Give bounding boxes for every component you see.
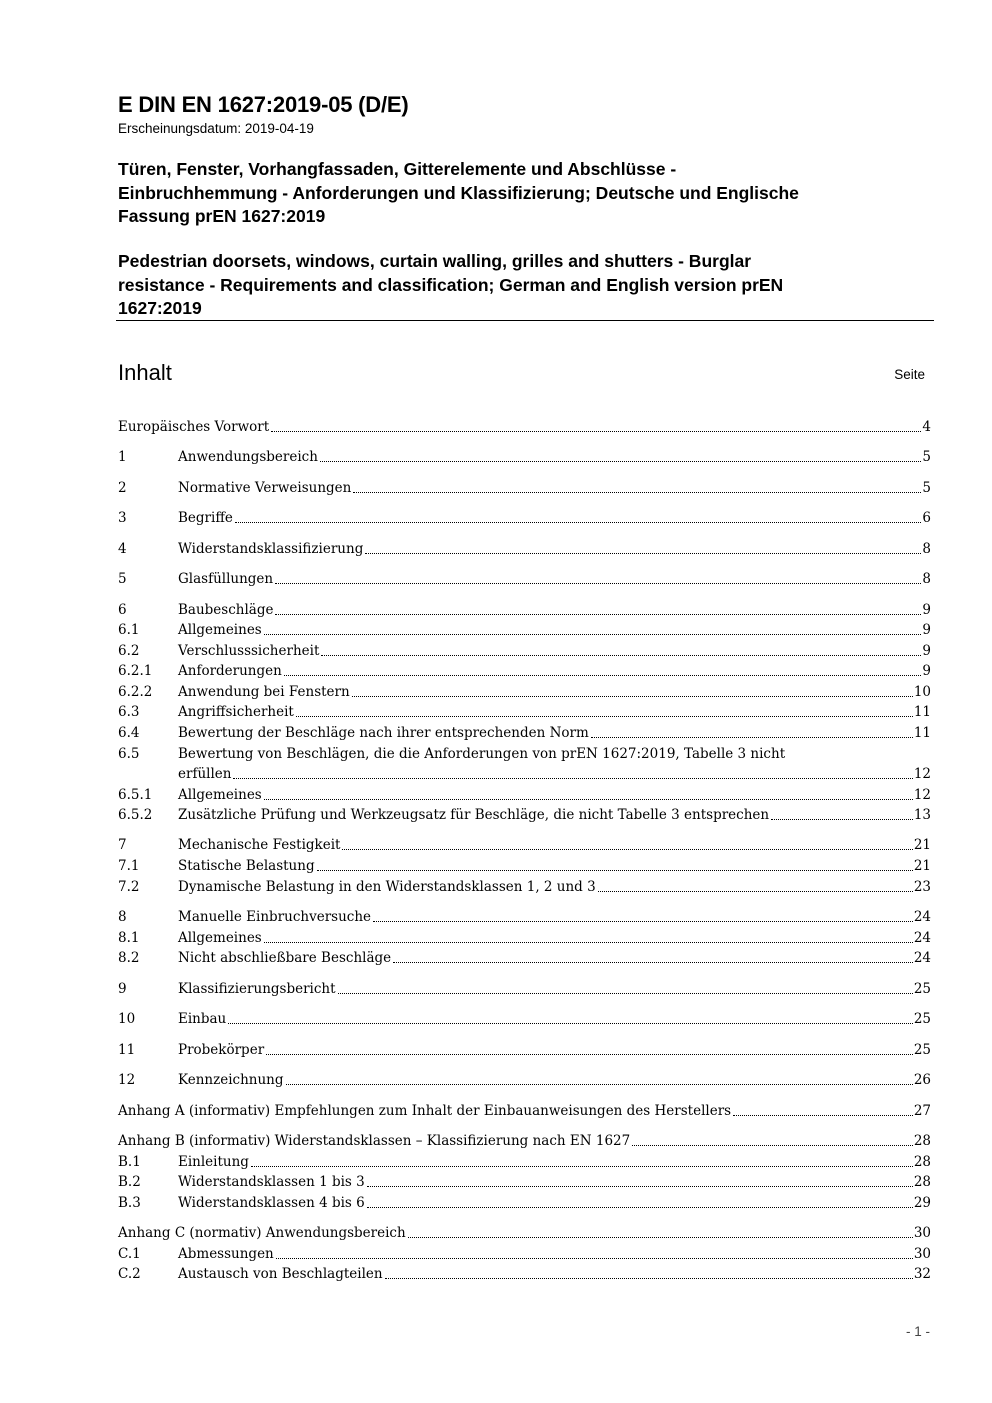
toc-entry[interactable] bbox=[118, 876, 931, 898]
toc-entry-page: 11 bbox=[913, 725, 931, 741]
toc-entry-label: Anwendung bei Fenstern bbox=[178, 684, 350, 700]
toc-entry-leader bbox=[178, 784, 931, 806]
toc-entry[interactable] bbox=[118, 1222, 931, 1244]
toc-entry[interactable] bbox=[118, 1039, 931, 1061]
toc-entry-number: C.1 bbox=[118, 1246, 141, 1262]
toc-dot-leader bbox=[235, 521, 922, 523]
toc-entry[interactable] bbox=[118, 743, 931, 782]
toc-entry-page: 10 bbox=[913, 684, 931, 700]
toc-entry-page: 13 bbox=[913, 807, 931, 823]
toc-entry-page: 24 bbox=[913, 930, 931, 946]
toc-entry-number: B.2 bbox=[118, 1174, 141, 1190]
toc-entry[interactable] bbox=[118, 619, 931, 641]
toc-entry-leader bbox=[178, 640, 931, 662]
toc-entry-label: Widerstandsklassen 4 bis 6 bbox=[178, 1195, 365, 1211]
title-german-line: Fassung prEN 1627:2019 bbox=[118, 206, 326, 226]
toc-entry-label: Probekörper bbox=[178, 1042, 265, 1058]
toc-dot-leader bbox=[353, 491, 921, 493]
toc-entry[interactable] bbox=[118, 978, 931, 1000]
toc-entry-leader bbox=[178, 906, 931, 928]
toc-dot-leader bbox=[284, 674, 922, 676]
toc-entry-label: Einbau bbox=[178, 1011, 227, 1027]
toc-entry-page: 30 bbox=[913, 1246, 931, 1262]
toc-dot-leader bbox=[286, 1083, 913, 1085]
toc-entry-number: 6.1 bbox=[118, 622, 140, 638]
toc-entry-label: Anhang C (normativ) Anwendungsbereich bbox=[118, 1225, 406, 1241]
toc-dot-leader bbox=[275, 582, 921, 584]
toc-entry-number: B.3 bbox=[118, 1195, 141, 1211]
toc-entry-page: 29 bbox=[913, 1195, 931, 1211]
toc-entry-page: 12 bbox=[913, 787, 931, 803]
toc-entry-label: Dynamische Belastung in den Widerstandsklassen 1, 2 und 3 bbox=[178, 879, 596, 895]
toc-entry-number: 12 bbox=[118, 1072, 136, 1088]
toc-entry-leader bbox=[178, 876, 931, 898]
toc-entry-number: 10 bbox=[118, 1011, 136, 1027]
page-number: - 1 - bbox=[905, 1324, 930, 1339]
toc-entry-number: 6.3 bbox=[118, 704, 140, 720]
toc-entry-leader bbox=[178, 660, 931, 682]
toc-entry-number: 8 bbox=[118, 909, 127, 925]
toc-entry[interactable] bbox=[118, 477, 931, 499]
toc-entry-number: 7.1 bbox=[118, 858, 140, 874]
toc-entry-number: B.1 bbox=[118, 1154, 141, 1170]
toc-dot-leader bbox=[338, 992, 913, 994]
toc-entry-label: Allgemeines bbox=[178, 622, 262, 638]
toc-dot-leader bbox=[320, 460, 921, 462]
toc-entry-label-continued: erfüllen bbox=[178, 766, 232, 782]
toc-entry-number: 2 bbox=[118, 480, 127, 496]
toc-entry[interactable] bbox=[118, 416, 931, 438]
toc-entry-label: Abmessungen bbox=[178, 1246, 274, 1262]
toc-dot-leader bbox=[266, 1053, 913, 1055]
toc-entry-label: Mechanische Festigkeit bbox=[178, 837, 341, 853]
toc-heading: Inhalt bbox=[118, 360, 172, 385]
toc-entry-label: Widerstandsklassifizierung bbox=[178, 541, 364, 557]
toc-entry-number: 7 bbox=[118, 837, 127, 853]
toc-entry[interactable] bbox=[118, 927, 931, 949]
toc-dot-leader bbox=[317, 869, 913, 871]
toc-entry-number: 8.1 bbox=[118, 930, 140, 946]
toc-entry-leader bbox=[178, 834, 931, 856]
toc-entry-number: 7.2 bbox=[118, 879, 140, 895]
toc-dot-leader bbox=[632, 1144, 913, 1146]
toc-entry-page: 23 bbox=[913, 879, 931, 895]
title-english bbox=[118, 250, 918, 321]
toc-dot-leader bbox=[591, 736, 913, 738]
toc-entry[interactable] bbox=[118, 1130, 931, 1152]
toc-entry-leader bbox=[178, 1263, 931, 1285]
toc-entry-label: Verschlusssicherheit bbox=[178, 643, 320, 659]
toc-entry[interactable] bbox=[118, 1263, 931, 1285]
toc-dot-leader bbox=[233, 777, 912, 779]
toc-entry-page: 11 bbox=[913, 704, 931, 720]
toc-entry[interactable] bbox=[118, 446, 931, 468]
toc-entry[interactable] bbox=[118, 568, 931, 590]
toc-entry-page: 30 bbox=[913, 1225, 931, 1241]
toc-entry[interactable] bbox=[118, 1171, 931, 1193]
toc-entry[interactable] bbox=[118, 1192, 931, 1214]
toc-entry[interactable] bbox=[118, 640, 931, 662]
toc-entry[interactable] bbox=[118, 1069, 931, 1091]
toc-entry-label: Bewertung der Beschläge nach ihrer entsprechenden Norm bbox=[178, 725, 589, 741]
toc-entry-leader bbox=[178, 619, 931, 641]
toc-entry-label: Zusätzliche Prüfung und Werkzeugsatz für Beschläge, die nicht Tabelle 3 entsprechen bbox=[178, 807, 770, 823]
toc-dot-leader bbox=[264, 941, 913, 943]
toc-entry-page: 4 bbox=[922, 419, 931, 435]
toc-entry-leader bbox=[118, 416, 931, 438]
toc-entry-label: Anforderungen bbox=[178, 663, 282, 679]
title-english-line: 1627:2019 bbox=[118, 298, 202, 318]
toc-dot-leader bbox=[264, 798, 913, 800]
toc-entry-label: Widerstandsklassen 1 bis 3 bbox=[178, 1174, 365, 1190]
toc-entry-label: Anhang B (informativ) Widerstandsklassen – Klassifizierung nach EN 1627 bbox=[118, 1133, 631, 1149]
toc-entry[interactable] bbox=[118, 507, 931, 529]
toc-entry-page: 8 bbox=[922, 571, 931, 587]
toc-entry[interactable] bbox=[118, 834, 931, 856]
toc-entry-leader bbox=[178, 446, 931, 468]
toc-entry-number: 6.5.1 bbox=[118, 787, 153, 803]
toc-entry-page: 6 bbox=[922, 510, 931, 526]
toc-entry-number: 1 bbox=[118, 449, 127, 465]
toc-entry-label: Statische Belastung bbox=[178, 858, 315, 874]
toc-entry-leader bbox=[178, 722, 931, 744]
toc-entry-page: 32 bbox=[913, 1266, 931, 1282]
toc-entry-label: Glasfüllungen bbox=[178, 571, 274, 587]
toc-entry-label: Normative Verweisungen bbox=[178, 480, 352, 496]
toc-entry-leader bbox=[178, 681, 931, 703]
toc-dot-leader bbox=[367, 1206, 913, 1208]
toc-entry-label: Europäisches Vorwort bbox=[118, 419, 270, 435]
toc-entry[interactable] bbox=[118, 855, 931, 877]
toc-entry-number: 3 bbox=[118, 510, 127, 526]
toc-entry-leader bbox=[118, 1222, 931, 1244]
toc-entry-page: 5 bbox=[922, 449, 931, 465]
toc-entry-label: Baubeschläge bbox=[178, 602, 274, 618]
toc-entry-leader bbox=[178, 1171, 931, 1193]
toc-entry[interactable] bbox=[118, 1100, 931, 1122]
toc-entry-label: Manuelle Einbruchversuche bbox=[178, 909, 372, 925]
toc-entry-leader bbox=[118, 1130, 931, 1152]
toc-dot-leader bbox=[373, 920, 913, 922]
toc-entry[interactable] bbox=[118, 722, 931, 744]
toc-entry-number: 11 bbox=[118, 1042, 136, 1058]
title-english-line: resistance - Requirements and classification; German and English version prEN bbox=[118, 274, 784, 295]
toc-entry-leader bbox=[118, 1100, 931, 1122]
toc-entry-page: 28 bbox=[913, 1174, 931, 1190]
toc-entry-page: 21 bbox=[913, 837, 931, 853]
toc-entry-page: 9 bbox=[922, 663, 931, 679]
toc-entry[interactable] bbox=[118, 1151, 931, 1173]
toc-entry-leader bbox=[178, 1008, 931, 1030]
toc-entry-leader bbox=[178, 1243, 931, 1265]
toc-dot-leader bbox=[321, 654, 921, 656]
toc-entry[interactable] bbox=[118, 784, 931, 806]
toc-dot-leader bbox=[296, 715, 913, 717]
toc-entry-label: Kennzeichnung bbox=[178, 1072, 284, 1088]
toc-entry-label: Allgemeines bbox=[178, 930, 262, 946]
toc-entry[interactable] bbox=[118, 538, 931, 560]
toc-entry-leader bbox=[178, 804, 931, 826]
toc-entry-label: Angriffsicherheit bbox=[178, 704, 294, 720]
toc-entry-page: 21 bbox=[913, 858, 931, 874]
toc-page-column-label: Seite bbox=[894, 367, 925, 382]
toc-dot-leader bbox=[271, 430, 921, 432]
toc-entry-label: Einleitung bbox=[178, 1154, 249, 1170]
toc-entry-number: 4 bbox=[118, 541, 127, 557]
toc-entry-number: 6.5 bbox=[118, 746, 140, 762]
toc-entry-leader bbox=[178, 855, 931, 877]
toc-dot-leader bbox=[393, 961, 913, 963]
toc-dot-leader bbox=[264, 633, 922, 635]
toc-entry-page: 26 bbox=[913, 1072, 931, 1088]
toc-entry-leader bbox=[178, 927, 931, 949]
toc-entry-leader bbox=[178, 599, 931, 621]
toc-dot-leader bbox=[342, 848, 912, 850]
toc-entry-leader bbox=[178, 477, 931, 499]
toc-entry-page: 5 bbox=[922, 480, 931, 496]
toc-entry-label: Bewertung von Beschlägen, die die Anforderungen von prEN 1627:2019, Tabelle 3 nicht bbox=[178, 746, 786, 762]
toc-entry-page: 25 bbox=[913, 1011, 931, 1027]
toc-entry-leader bbox=[178, 1039, 931, 1061]
toc-entry[interactable] bbox=[118, 681, 931, 703]
toc-dot-leader bbox=[598, 890, 913, 892]
toc-entry-page: 24 bbox=[913, 909, 931, 925]
toc-entry-number: 9 bbox=[118, 981, 127, 997]
toc-entry-label: Allgemeines bbox=[178, 787, 262, 803]
toc-entry[interactable] bbox=[118, 947, 931, 969]
toc-entry-page: 25 bbox=[913, 1042, 931, 1058]
toc-entry-number: 6.2.1 bbox=[118, 663, 153, 679]
toc-entry-leader bbox=[178, 947, 931, 969]
toc-entry-leader bbox=[178, 507, 931, 529]
toc-entry-page: 9 bbox=[922, 602, 931, 618]
toc-entry[interactable] bbox=[118, 1243, 931, 1265]
toc-entry[interactable] bbox=[118, 701, 931, 723]
toc-entry-number: 6.4 bbox=[118, 725, 140, 741]
toc-dot-leader bbox=[408, 1236, 913, 1238]
toc-dot-leader bbox=[733, 1114, 913, 1116]
toc-dot-leader bbox=[276, 1257, 913, 1259]
toc-entry-number: 6.5.2 bbox=[118, 807, 153, 823]
toc-entry-page: 9 bbox=[922, 622, 931, 638]
document-id: E DIN EN 1627:2019-05 (D/E) bbox=[118, 92, 409, 117]
toc-entry-label: Begriffe bbox=[178, 510, 233, 526]
toc-entry-page: 9 bbox=[922, 643, 931, 659]
toc-entry-page: 12 bbox=[913, 766, 931, 782]
toc-entry-leader bbox=[178, 538, 931, 560]
toc-dot-leader bbox=[365, 552, 921, 554]
toc-dot-leader bbox=[771, 818, 913, 820]
toc-entry-leader bbox=[178, 1192, 931, 1214]
toc-entry-label: Anhang A (informativ) Empfehlungen zum Inhalt der Einbauanweisungen des Herstellers bbox=[118, 1103, 732, 1119]
toc-entry-leader bbox=[178, 1069, 931, 1091]
toc-entry-label: Nicht abschließbare Beschläge bbox=[178, 950, 392, 966]
toc-dot-leader bbox=[385, 1277, 913, 1279]
toc-entry[interactable] bbox=[118, 804, 931, 826]
toc-entry-leader bbox=[178, 1151, 931, 1173]
toc-entry[interactable] bbox=[118, 1008, 931, 1030]
toc-entry-number: 6 bbox=[118, 602, 127, 618]
toc-entry[interactable] bbox=[118, 599, 931, 621]
toc-dot-leader bbox=[352, 695, 913, 697]
toc-dot-leader bbox=[228, 1022, 913, 1024]
toc-dot-leader bbox=[275, 613, 921, 615]
toc-dot-leader bbox=[251, 1165, 913, 1167]
toc-entry-page: 28 bbox=[913, 1133, 931, 1149]
toc-entry-label: Anwendungsbereich bbox=[178, 449, 318, 465]
title-german-line: Einbruchhemmung - Anforderungen und Klassifizierung; Deutsche und Englische bbox=[118, 182, 799, 203]
toc-entry[interactable] bbox=[118, 660, 931, 682]
toc-entry-number: 6.2.2 bbox=[118, 684, 153, 700]
toc-entry-leader bbox=[178, 978, 931, 1000]
toc-entry-leader bbox=[178, 763, 931, 785]
toc-entry-page: 25 bbox=[913, 981, 931, 997]
toc-entry-label: Klassifizierungsbericht bbox=[178, 981, 336, 997]
toc-entry-leader bbox=[178, 568, 931, 590]
toc-entry[interactable] bbox=[118, 906, 931, 928]
publication-date: Erscheinungsdatum: 2019-04-19 bbox=[118, 121, 314, 136]
title-english-line: Pedestrian doorsets, windows, curtain walling, grilles and shutters - Burglar bbox=[118, 251, 752, 271]
toc-entry-number: 8.2 bbox=[118, 950, 140, 966]
toc-entry-page: 8 bbox=[922, 541, 931, 557]
toc-entry-page: 24 bbox=[913, 950, 931, 966]
toc-entry-number: C.2 bbox=[118, 1266, 141, 1282]
title-german-line: Türen, Fenster, Vorhangfassaden, Gitterelemente und Abschlüsse - bbox=[118, 159, 677, 179]
toc-entry-page: 27 bbox=[913, 1103, 931, 1119]
toc-entry-number: 5 bbox=[118, 571, 127, 587]
toc-dot-leader bbox=[367, 1185, 913, 1187]
toc-entry-leader bbox=[178, 701, 931, 723]
toc-entry-number: 6.2 bbox=[118, 643, 140, 659]
header-divider bbox=[116, 320, 934, 321]
title-german bbox=[118, 158, 918, 229]
toc-entry-page: 28 bbox=[913, 1154, 931, 1170]
toc-entry-label: Austausch von Beschlagteilen bbox=[178, 1266, 383, 1282]
